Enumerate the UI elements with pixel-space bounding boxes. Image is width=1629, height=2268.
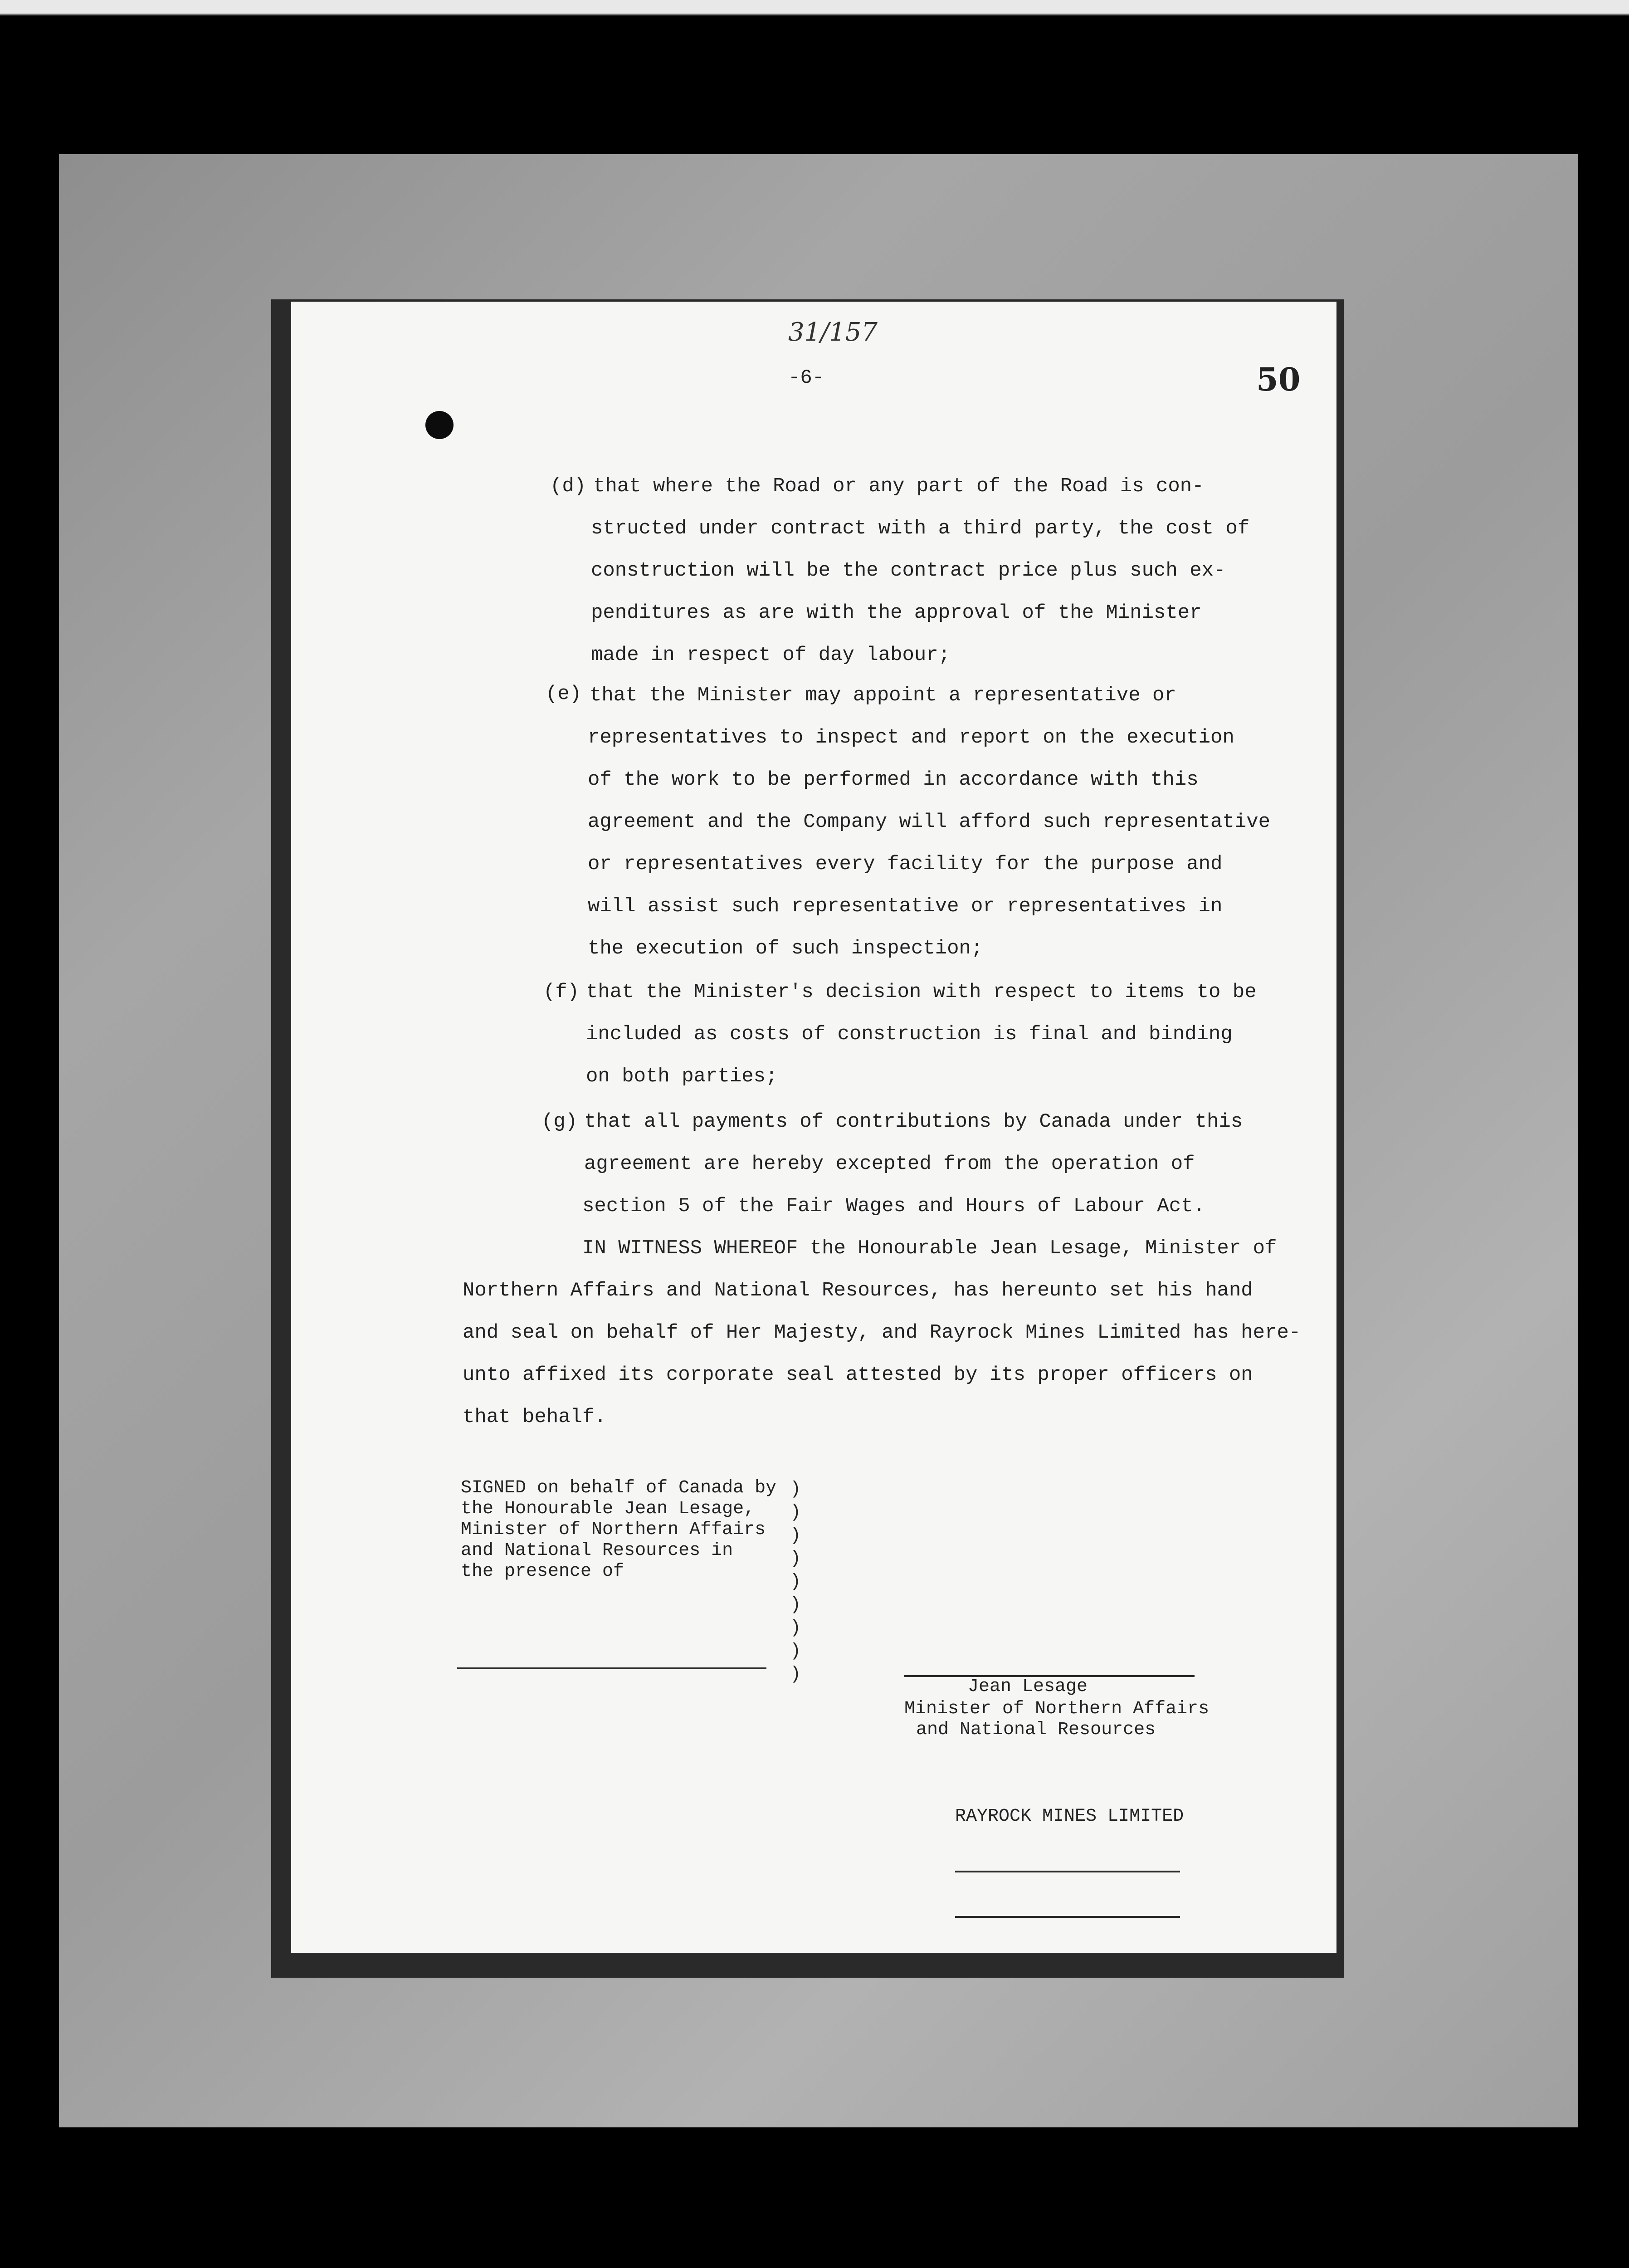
handwritten-reference: 31/157	[788, 318, 878, 347]
witness-line: that behalf.	[463, 1406, 606, 1428]
bracket: )	[790, 1572, 801, 1592]
witness-line: IN WITNESS WHEREOF the Honourable Jean Lesage, Minister of	[582, 1237, 1277, 1260]
bracket: )	[790, 1664, 801, 1685]
clause-d-line: that where the Road or any part of the Road is con-	[593, 475, 1204, 498]
signature-clause-line: the Honourable Jean Lesage,	[461, 1499, 755, 1519]
bracket: )	[790, 1618, 801, 1638]
clause-f-line: included as costs of construction is final and binding	[586, 1023, 1233, 1046]
punch-hole-icon	[425, 411, 454, 439]
clause-e-line: that the Minister may appoint a representative or	[590, 684, 1176, 707]
bracket: )	[790, 1502, 801, 1523]
bracket: )	[790, 1595, 801, 1615]
clause-f-letter: (f)	[543, 981, 580, 1003]
signed-on-behalf-of-canada	[461, 1478, 776, 1582]
signatory-title: Minister of Northern Affairs	[904, 1699, 1210, 1719]
clause-d-line: structed under contract with a third party, the cost of	[591, 517, 1250, 540]
company-signature-line	[955, 1871, 1180, 1872]
clause-e-line: or representatives every facility for the purpose and	[588, 853, 1223, 875]
clause-e-line: the execution of such inspection;	[588, 937, 983, 960]
page-number: -6-	[788, 367, 824, 389]
clause-e-letter: (e)	[546, 683, 582, 705]
clause-g-letter: (g)	[541, 1110, 578, 1133]
signatory-title: and National Resources	[916, 1720, 1156, 1740]
clause-g-line: section 5 of the Fair Wages and Hours of Labour Act.	[582, 1195, 1205, 1217]
clause-g-line: that all payments of contributions by Canada under this	[584, 1110, 1243, 1133]
clause-d-line: construction will be the contract price plus such ex-	[591, 559, 1226, 582]
scan-top-edge	[0, 0, 1629, 15]
clause-f-line: that the Minister's decision with respect to items to be	[586, 981, 1257, 1003]
bracket: )	[790, 1479, 801, 1500]
signature-clause-line: the presence of	[461, 1561, 624, 1582]
clause-e-line: agreement and the Company will afford such representative	[588, 811, 1271, 833]
clause-d-letter: (d)	[550, 475, 586, 498]
witness-line: Northern Affairs and National Resources, has hereunto set his hand	[463, 1279, 1253, 1302]
signature-clause-line: Minister of Northern Affairs	[461, 1520, 766, 1540]
clause-e-line: representatives to inspect and report on the execution	[588, 726, 1234, 749]
witness-line: unto affixed its corporate seal attested by its proper officers on	[463, 1364, 1253, 1386]
signature-clause-line: SIGNED on behalf of Canada by	[461, 1478, 777, 1498]
clause-e-line: of the work to be performed in accordance with this	[588, 768, 1199, 791]
bracket: )	[790, 1641, 801, 1662]
company-signature-line	[955, 1916, 1180, 1918]
folio-number: 50	[1256, 361, 1301, 398]
clause-e-line: will assist such representative or representatives in	[588, 895, 1223, 918]
witness-line: and seal on behalf of Her Majesty, and Rayrock Mines Limited has here-	[463, 1321, 1301, 1344]
clause-g-line: agreement are hereby excepted from the operation of	[584, 1153, 1195, 1175]
clause-d-line: penditures as are with the approval of the Minister	[591, 601, 1202, 624]
witness-signature-line	[457, 1667, 766, 1669]
signature-clause-line: and National Resources in	[461, 1540, 733, 1561]
signatory-name: Jean Lesage	[968, 1677, 1088, 1697]
company-name: RAYROCK MINES LIMITED	[955, 1806, 1184, 1827]
clause-f-line: on both parties;	[586, 1065, 778, 1088]
clause-d-line: made in respect of day labour;	[591, 644, 951, 666]
bracket: )	[790, 1525, 801, 1546]
bracket: )	[790, 1549, 801, 1569]
